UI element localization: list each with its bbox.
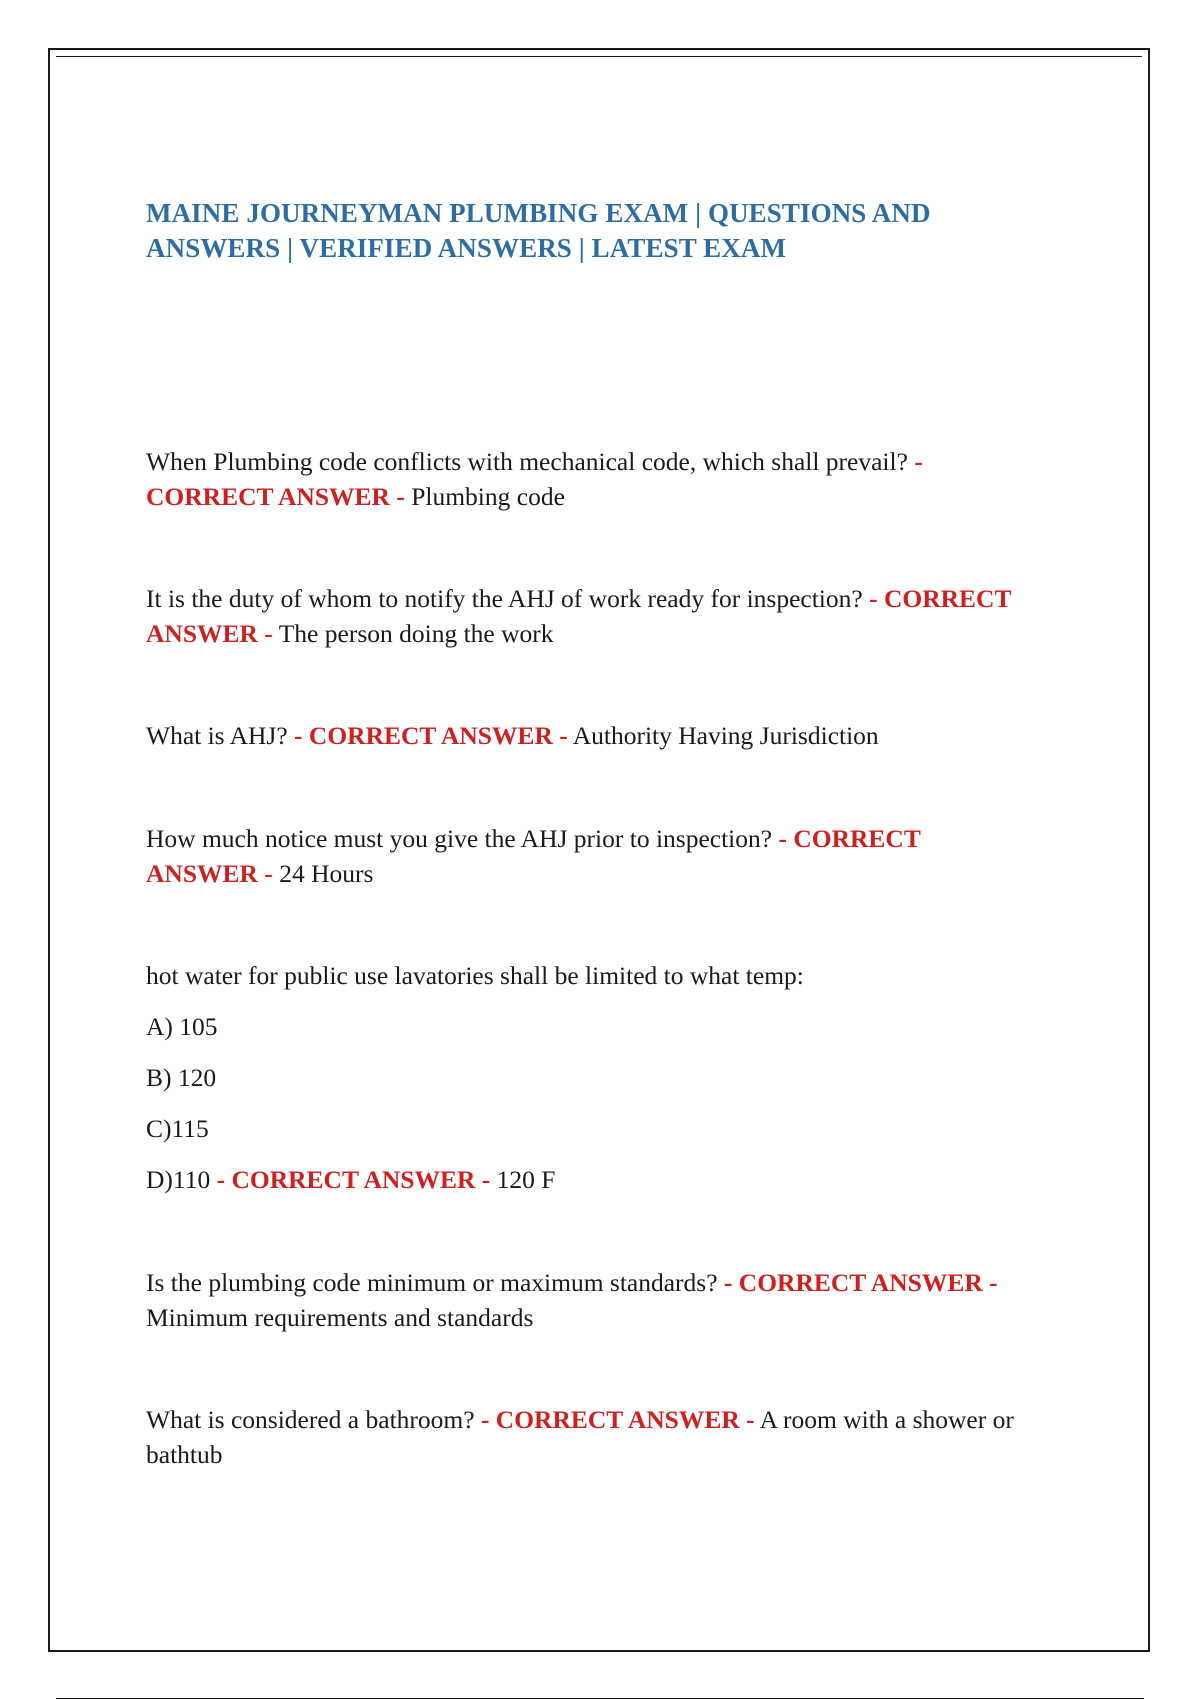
title-line-1: MAINE JOURNEYMAN PLUMBING EXAM | QUESTIONS AND — [146, 198, 931, 228]
document-title — [146, 196, 1026, 266]
mcq-option-d-with-answer — [146, 1162, 1026, 1197]
answer-marker: - CORRECT ANSWER - — [723, 1268, 998, 1297]
question-text: It is the duty of whom to notify the AHJ of work ready for inspection? — [146, 584, 863, 613]
answer-text: Minimum requirements and standards — [146, 1303, 534, 1332]
answer-text: A room with a shower or bathtub — [146, 1405, 1014, 1469]
title-line-2: ANSWERS | VERIFIED ANSWERS | LATEST EXAM — [146, 233, 787, 263]
mcq-option-d: D)110 — [146, 1165, 211, 1194]
mcq-option-b: B) 120 — [146, 1063, 217, 1092]
mcq-question-text: hot water for public use lavatories shall be limited to what temp: — [146, 961, 804, 990]
answer-marker: - CORRECT ANSWER - — [146, 584, 1011, 648]
answer-text: 24 Hours — [279, 859, 374, 888]
question-text: When Plumbing code conflicts with mechanical code, which shall prevail? — [146, 447, 908, 476]
answer-text: The person doing the work — [278, 619, 554, 648]
next-page-rule — [56, 1698, 1144, 1699]
question-text: What is considered a bathroom? — [146, 1405, 475, 1434]
qa-item — [146, 1265, 1026, 1335]
answer-text: Authority Having Jurisdiction — [572, 721, 879, 750]
document-body — [146, 196, 1026, 1539]
question-text: How much notice must you give the AHJ prior to inspection? — [146, 824, 773, 853]
qa-item — [146, 581, 1026, 651]
answer-marker: - CORRECT ANSWER - — [294, 721, 568, 750]
question-text: Is the plumbing code minimum or maximum standards? — [146, 1268, 718, 1297]
qa-list — [146, 444, 1026, 1472]
answer-marker: - CORRECT ANSWER - — [216, 1165, 491, 1194]
qa-item — [146, 444, 1026, 514]
qa-item — [146, 718, 1026, 753]
mcq-option-a: A) 105 — [146, 1012, 218, 1041]
answer-marker: - CORRECT ANSWER - — [146, 447, 923, 511]
answer-text: Plumbing code — [411, 482, 565, 511]
question-text: What is AHJ? — [146, 721, 288, 750]
answer-text: 120 F — [496, 1165, 556, 1194]
qa-item — [146, 1402, 1026, 1472]
qa-item — [146, 821, 1026, 891]
top-rule — [56, 56, 1142, 57]
mcq-option-c: C)115 — [146, 1114, 209, 1143]
answer-marker: - CORRECT ANSWER - — [480, 1405, 755, 1434]
answer-marker: - CORRECT ANSWER - — [146, 824, 921, 888]
mcq-item — [146, 958, 1026, 1197]
